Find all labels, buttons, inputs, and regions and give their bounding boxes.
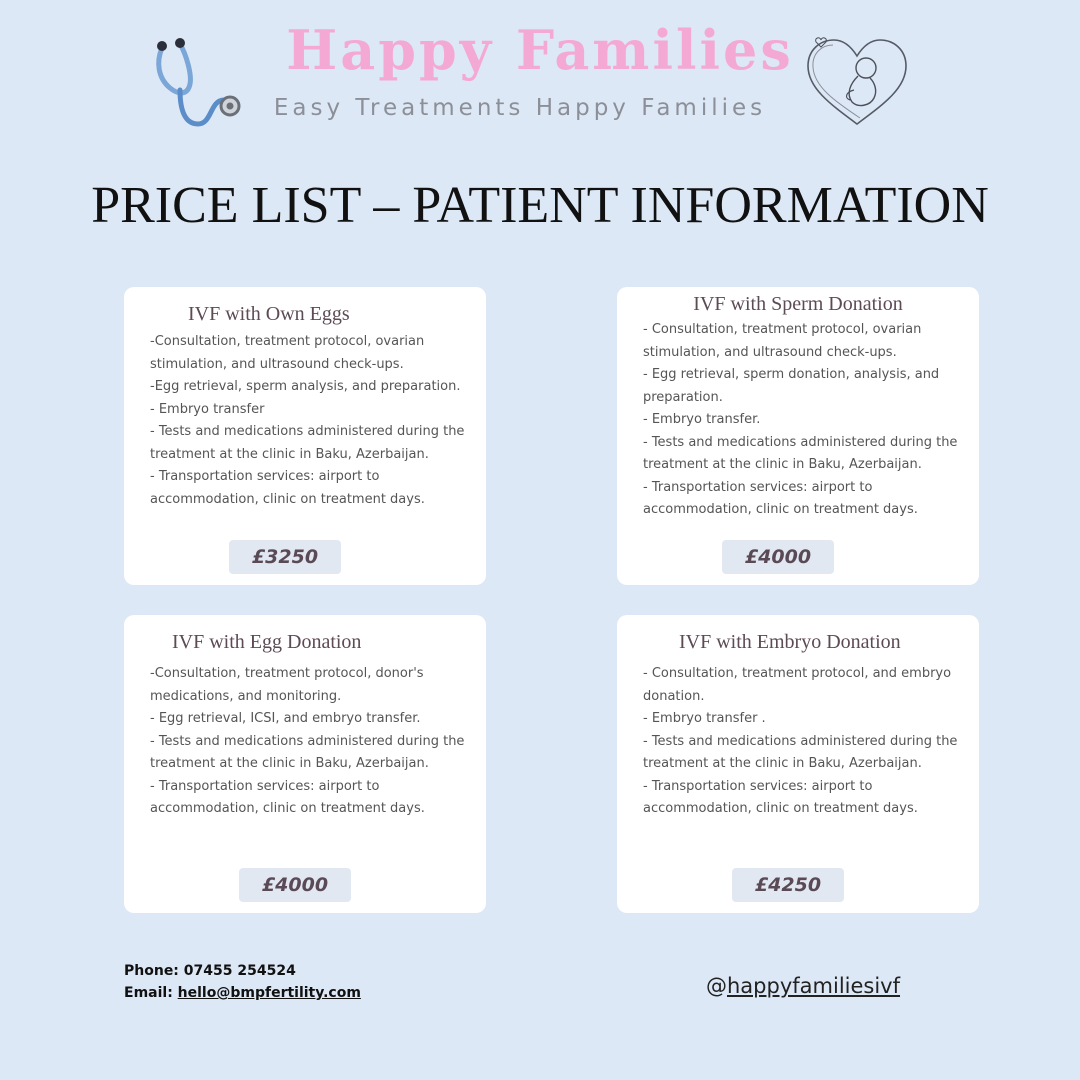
list-item: - Tests and medications administered during the treatment at the clinic in Baku, Azerbaijan.: [643, 733, 958, 771]
brand-title: Happy Families: [286, 18, 794, 82]
email-link[interactable]: hello@bmpfertility.com: [177, 985, 361, 1001]
social-handle-link[interactable]: happyfamiliesivf: [727, 974, 901, 998]
price-badge: £3250: [229, 540, 341, 574]
list-item: - Embryo transfer: [150, 401, 265, 417]
list-item: - Transportation services: airport to accommodation, clinic on treatment days.: [150, 469, 425, 507]
card-items: [643, 663, 961, 821]
page-title: PRICE LIST – PATIENT INFORMATION: [91, 177, 989, 234]
price-badge: £4250: [732, 868, 844, 902]
list-item: - Tests and medications administered during the treatment at the clinic in Baku, Azerbaijan.: [150, 424, 465, 462]
list-item: - Egg retrieval, ICSI, and embryo transfer.: [150, 711, 421, 726]
price-card-sperm-donation: [617, 287, 979, 585]
price-badge: £4000: [239, 868, 351, 902]
price-card-egg-donation: [124, 615, 486, 913]
list-item: -Egg retrieval, sperm analysis, and preparation.: [150, 379, 461, 394]
list-item: - Tests and medications administered during the treatment at the clinic in Baku, Azerbaijan.: [643, 434, 958, 472]
price-badge: £4000: [722, 540, 834, 574]
contact-info: [124, 960, 361, 1004]
email-line: [124, 982, 361, 1004]
list-item: -Consultation, treatment protocol, donor's medications, and monitoring.: [150, 666, 424, 704]
card-title: IVF with Embryo Donation: [679, 631, 901, 653]
phone-label: Phone:: [124, 963, 179, 979]
card-items: [150, 663, 468, 821]
brand-tagline: Easy Treatments Happy Families: [273, 95, 767, 121]
email-label: Email:: [124, 985, 173, 1001]
list-item: - Tests and medications administered during the treatment at the clinic in Baku, Azerbaijan.: [150, 733, 465, 771]
list-item: -Consultation, treatment protocol, ovarian stimulation, and ultrasound check-ups.: [150, 334, 425, 372]
card-items: [150, 331, 468, 511]
phone-number: 07455 254524: [183, 963, 296, 979]
list-item: - Transportation services: airport to accommodation, clinic on treatment days.: [643, 778, 918, 816]
list-item: - Embryo transfer .: [643, 711, 766, 726]
list-item: - Egg retrieval, sperm donation, analysis, and preparation.: [643, 367, 940, 405]
price-card-own-eggs: [124, 287, 486, 585]
list-item: - Consultation, treatment protocol, ovarian stimulation, and ultrasound check-ups.: [643, 322, 922, 360]
at-sign: @: [706, 974, 727, 998]
list-item: - Consultation, treatment protocol, and embryo donation.: [643, 666, 952, 704]
social-handle: [706, 974, 900, 998]
card-title: IVF with Sperm Donation: [693, 293, 903, 315]
card-title: IVF with Egg Donation: [172, 631, 362, 653]
baby-heart-icon: [800, 32, 915, 132]
list-item: - Transportation services: airport to accommodation, clinic on treatment days.: [643, 479, 918, 517]
price-card-embryo-donation: [617, 615, 979, 913]
card-title: IVF with Own Eggs: [188, 303, 350, 325]
phone-line: [124, 960, 361, 982]
card-items: [643, 319, 961, 522]
list-item: - Transportation services: airport to accommodation, clinic on treatment days.: [150, 778, 425, 816]
list-item: - Embryo transfer.: [643, 412, 761, 427]
